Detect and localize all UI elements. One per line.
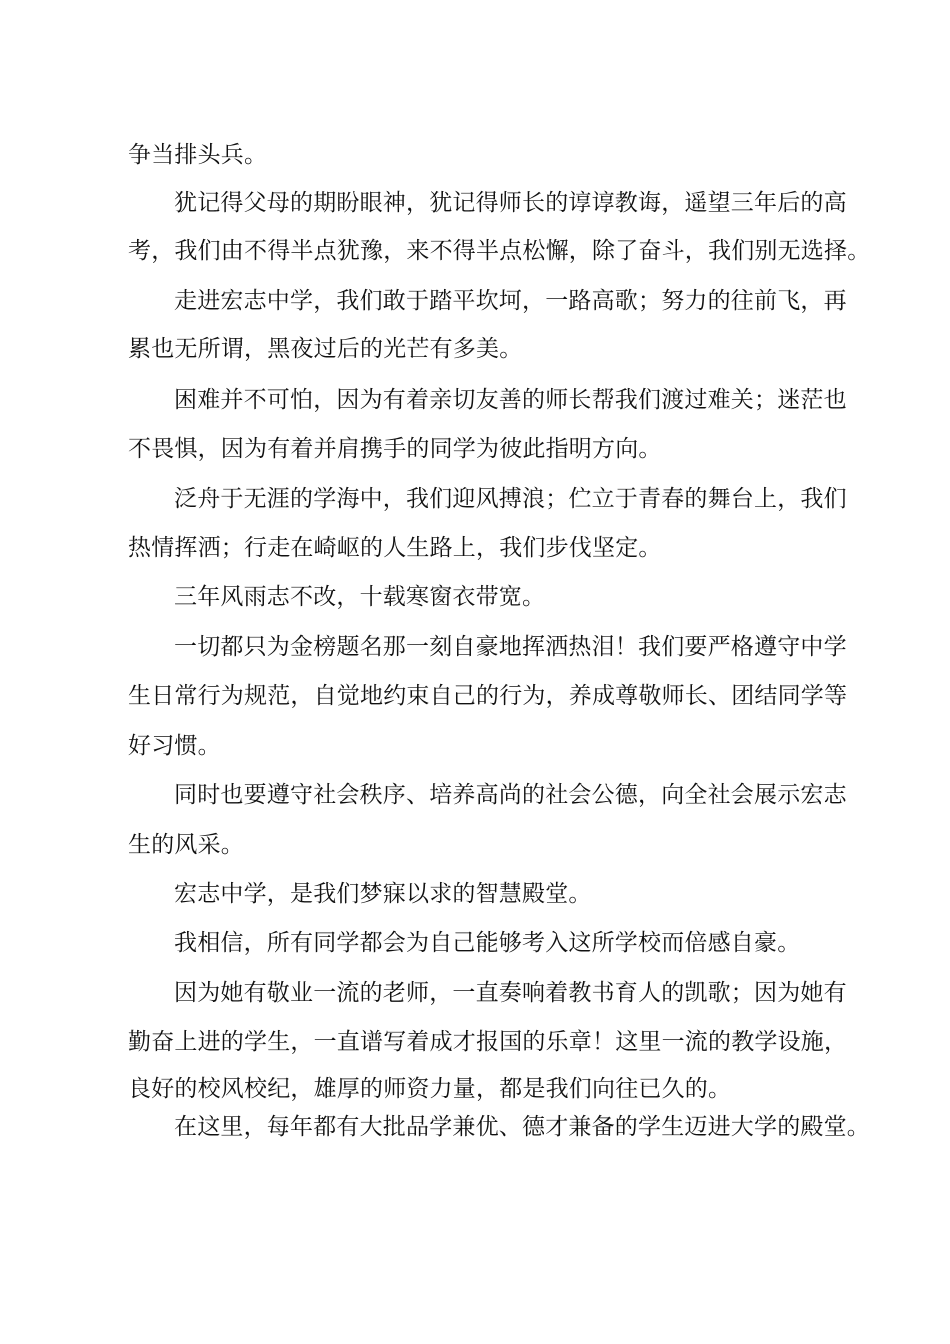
- text-line-2: 犹记得父母的期盼眼神，犹记得师长的谆谆教诲，遥望三年后的高: [174, 190, 847, 216]
- text-line-17: 我相信，所有同学都会为自己能够考入这所学校而倍感自豪。: [174, 930, 801, 956]
- text-line-18: 因为她有敬业一流的老师，一直奏响着教书育人的凯歌；因为她有: [174, 980, 847, 1006]
- text-line-7: 不畏惧，因为有着并肩携手的同学为彼此指明方向。: [128, 436, 662, 462]
- text-line-9: 热情挥洒；行走在崎岖的人生路上，我们步伐坚定。: [128, 535, 662, 561]
- text-line-1: 争当排头兵。: [128, 142, 268, 168]
- text-line-8: 泛舟于无涯的学海中，我们迎风搏浪；伫立于青春的舞台上，我们: [174, 486, 847, 512]
- text-line-13: 好习惯。: [128, 733, 221, 759]
- text-line-15: 生的风采。: [128, 832, 244, 858]
- text-line-3: 考，我们由不得半点犹豫，来不得半点松懈，除了奋斗，我们别无选择。: [128, 238, 871, 264]
- text-line-10: 三年风雨志不改，十载寒窗衣带宽。: [174, 584, 546, 610]
- text-line-19: 勤奋上进的学生，一直谱写着成才报国的乐章！这里一流的教学设施，: [128, 1029, 848, 1055]
- text-line-5: 累也无所谓，黑夜过后的光芒有多美。: [128, 336, 523, 362]
- text-line-6: 困难并不可怕，因为有着亲切友善的师长帮我们渡过难关；迷茫也: [174, 387, 847, 413]
- text-line-21: 在这里，每年都有大批品学兼优、德才兼备的学生迈进大学的殿堂。: [174, 1114, 870, 1140]
- text-line-14: 同时也要遵守社会秩序、培养高尚的社会公德，向全社会展示宏志: [174, 782, 847, 808]
- text-line-11: 一切都只为金榜题名那一刻自豪地挥洒热泪！我们要严格遵守中学: [174, 634, 847, 660]
- text-line-12: 生日常行为规范，自觉地约束自己的行为，养成尊敬师长、团结同学等: [128, 683, 848, 709]
- text-line-20: 良好的校风校纪，雄厚的师资力量，都是我们向往已久的。: [128, 1076, 732, 1102]
- text-line-16: 宏志中学，是我们梦寐以求的智慧殿堂。: [174, 881, 592, 907]
- text-line-4: 走进宏志中学，我们敢于踏平坎坷，一路高歌；努力的往前飞，再: [174, 288, 847, 314]
